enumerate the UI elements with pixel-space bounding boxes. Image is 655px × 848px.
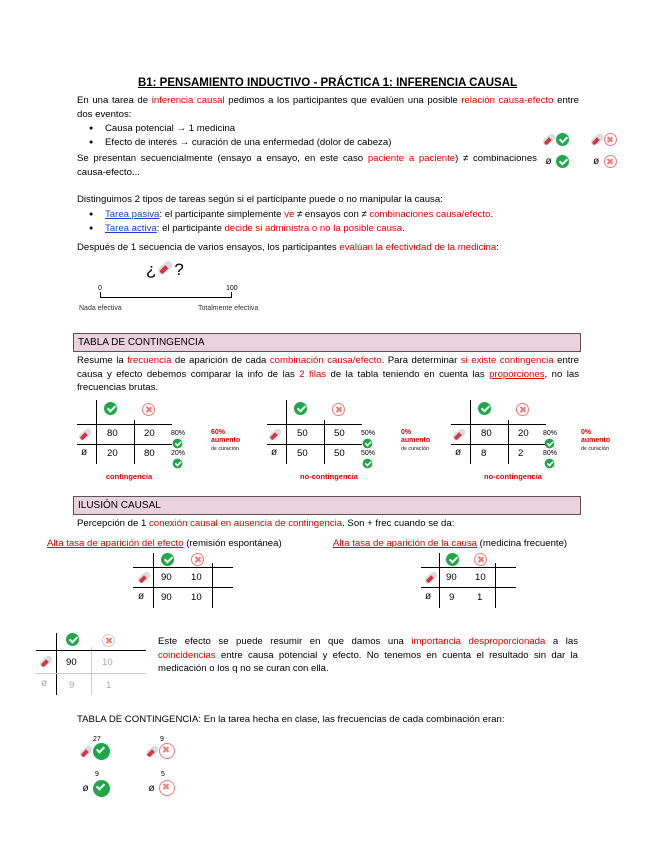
intro-paragraph: En una tarea de inferencia causal pedimos a los participantes que evalúen una posible relación causa-efecto entre dos eventos: <box>77 95 579 120</box>
classroom-text: TABLA DE CONTINGENCIA: En la tarea hecha en clase, las frecuencias de cada combinación eran: <box>77 714 505 725</box>
cell: 90 <box>161 592 172 603</box>
illusion-header: ILUSIÓN CAUSAL <box>73 496 581 515</box>
pill-icon <box>423 570 438 585</box>
cell: 90 <box>161 572 172 583</box>
illusion-cause-rate: Alta tasa de aparición de la causa (medicina frecuente) <box>333 538 568 549</box>
not-cured-icon <box>142 403 155 416</box>
active-task: ● Tarea activa: el participante decide si administra o no la posible causa. <box>77 222 579 236</box>
cured-icon <box>478 402 491 415</box>
cell: 10 <box>191 572 202 583</box>
page-title: B1: PENSAMIENTO INDUCTIVO - PRÁCTICA 1: INFERENCIA CAUSAL <box>137 77 518 89</box>
no-pill-icon: ø <box>138 591 145 602</box>
no-pill-icon: ø <box>82 783 89 794</box>
bullet-cause: ● Causa potencial → 1 medicina <box>77 122 579 136</box>
cell: 90 <box>66 657 77 668</box>
cured-icon <box>545 459 555 469</box>
cured-icon <box>93 743 110 760</box>
row-percent: 50% <box>361 430 375 450</box>
row-percent: 80% <box>543 450 557 470</box>
count-nopill-notcured: 5 <box>161 771 165 778</box>
pill-icon <box>144 744 159 759</box>
active-task-link[interactable]: Tarea activa <box>105 223 157 234</box>
count-nopill-cured: 9 <box>95 771 99 778</box>
evaluation-paragraph: Después de 1 secuencia de varios ensayos, los participantes evalúan la efectividad de la medicina: <box>77 242 499 253</box>
cell: 20 <box>107 448 118 459</box>
cell: 9 <box>69 680 75 691</box>
cell: 10 <box>102 657 113 668</box>
cured-icon <box>173 439 183 449</box>
not-cured-icon <box>604 133 617 146</box>
pill-icon <box>77 427 92 442</box>
cell: 8 <box>481 448 487 459</box>
intro-section <box>77 94 579 179</box>
pill-icon <box>451 427 466 442</box>
no-pill-icon: ø <box>593 156 600 167</box>
illusion-effect-rate: Alta tasa de aparición del efecto (remisión espontánea) <box>47 538 282 549</box>
cell: 20 <box>144 428 155 439</box>
cause-effect-icons <box>541 132 617 172</box>
pill-icon <box>267 427 282 442</box>
row-percent: 80% <box>543 430 557 450</box>
no-pill-icon: ø <box>148 782 155 794</box>
cell: 20 <box>518 428 529 439</box>
passive-task: ● Tarea pasiva: el participante simplemente ve ≠ ensayos con ≠ combinaciones causa/efecto. <box>77 208 579 222</box>
not-cured-icon <box>159 743 175 759</box>
effect-label: 60% aumento de curación <box>211 429 241 452</box>
illusion-paragraph: Percepción de 1 conexión causal en ausencia de contingencia. Son + frec cuando se da: <box>77 518 455 529</box>
tasks-intro: Distinguimos 2 tipos de tareas según si el participante puede o no manipular la causa: <box>77 194 443 205</box>
cell: 9 <box>449 592 455 603</box>
not-cured-icon <box>604 155 617 168</box>
cured-icon <box>556 155 569 168</box>
sequential-paragraph: Se presentan secuencialmente (ensayo a ensayo, en este caso paciente a paciente) ≠ combinaciones causa-efecto... <box>77 153 537 178</box>
illusion-summary: Este efecto se puede resumir en que damos una importancia desproporcionada a las coincidencias entre causa potencial y efecto. No tenemos en cuenta el resultado sin dar la medicación o los q no se curan con ella. <box>158 636 579 675</box>
cell: 50 <box>334 428 345 439</box>
cell: 1 <box>106 680 112 691</box>
table-label: no-contingencia <box>300 472 358 481</box>
pill-icon <box>38 654 53 669</box>
cured-icon <box>161 553 174 566</box>
scale-label-max: Totalmente efectiva <box>198 305 259 312</box>
no-pill-icon: ø <box>81 447 88 458</box>
row-percent: 20% <box>171 450 185 470</box>
cell: 1 <box>477 592 483 603</box>
cell: 50 <box>334 448 345 459</box>
pill-icon <box>78 744 93 759</box>
cured-icon <box>294 402 307 415</box>
contingency-header: TABLA DE CONTINGENCIA <box>73 333 581 352</box>
not-cured-icon <box>474 553 487 566</box>
table-label: no-contingencia <box>484 472 542 481</box>
cured-icon <box>556 133 569 146</box>
cured-icon <box>545 439 555 449</box>
not-cured-icon <box>332 403 345 416</box>
row-percent: 80% <box>171 430 185 450</box>
contingency-paragraph: Resume la frecuencia de aparición de cada combinación causa/efecto. Para determinar si existe contingencia entre causa y efecto debemos comparar la info de las 2 filas de la tabla teniendo en cuenta las proporciones, no las frecuencias brutas. <box>77 355 579 394</box>
scale-min: 0 <box>98 285 102 292</box>
cured-icon <box>446 553 459 566</box>
table-label: contingencia <box>105 472 153 481</box>
scale-max: 100 <box>226 285 238 292</box>
cell: 80 <box>481 428 492 439</box>
cured-icon <box>363 439 373 449</box>
cell: 80 <box>144 448 155 459</box>
cell: 90 <box>446 572 457 583</box>
pill-icon <box>589 132 604 147</box>
cell: 10 <box>475 572 486 583</box>
cured-icon <box>363 459 373 469</box>
not-cured-icon <box>159 780 175 796</box>
no-pill-icon: ø <box>271 447 278 458</box>
no-pill-icon: ø <box>41 678 48 689</box>
count-pill-notcured: 9 <box>160 736 164 743</box>
no-pill-icon: ø <box>425 591 432 602</box>
cell: 2 <box>518 448 524 459</box>
passive-task-link[interactable]: Tarea pasiva <box>105 209 160 220</box>
not-cured-icon <box>516 403 529 416</box>
rating-scale[interactable] <box>100 292 232 298</box>
cured-icon <box>66 633 79 646</box>
scale-label-min: Nada efectiva <box>79 305 122 312</box>
bullet-effect: ● Efecto de interés → curación de una enfermedad (dolor de cabeza) <box>77 136 579 150</box>
pill-icon <box>541 132 556 147</box>
not-cured-icon <box>102 634 115 647</box>
tasks-section <box>77 193 579 236</box>
effectiveness-question: ¿ ? <box>146 260 184 279</box>
count-pill-cured: 27 <box>93 736 101 743</box>
cell: 80 <box>107 428 118 439</box>
no-pill-icon: ø <box>455 447 462 458</box>
no-pill-icon: ø <box>545 156 552 167</box>
cured-icon <box>104 402 117 415</box>
effect-label: 0% aumento de curación <box>401 429 431 452</box>
row-percent: 50% <box>361 450 375 470</box>
cell: 50 <box>297 428 308 439</box>
cured-icon <box>93 780 110 797</box>
cell: 10 <box>191 592 202 603</box>
cell: 50 <box>297 448 308 459</box>
not-cured-icon <box>191 553 204 566</box>
pill-icon <box>156 259 174 277</box>
pill-icon <box>136 570 151 585</box>
effect-label: 0% aumento de curación <box>581 429 611 452</box>
cured-icon <box>173 459 183 469</box>
